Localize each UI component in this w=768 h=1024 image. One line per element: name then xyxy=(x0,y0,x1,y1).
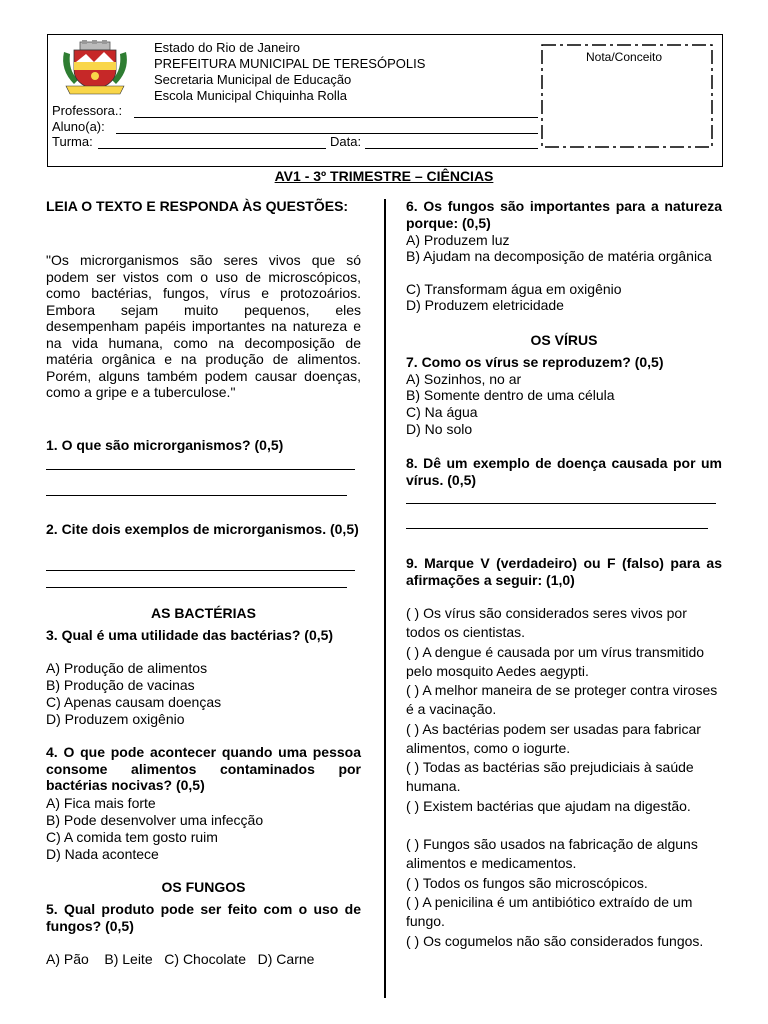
question-4: 4. O que pode acontecer quando uma pessoa consome alimentos contaminados por bactérias nocivas? (0,5) xyxy=(46,744,361,793)
question-9: 9. Marque V (verdadeiro) ou F (falso) para as afirmações a seguir: (1,0) xyxy=(406,555,722,588)
q6-option-b[interactable]: B) Ajudam na decomposição de matéria orgânica xyxy=(406,248,712,264)
question-2: 2. Cite dois exemplos de microrganismos. (0,5) xyxy=(46,521,359,537)
vf-item[interactable]: ( ) Fungos são usados na fabricação de alguns alimentos e medicamentos. xyxy=(406,836,698,871)
q7-option-a[interactable]: A) Sozinhos, no ar xyxy=(406,371,522,387)
vf-item[interactable]: ( ) Todos os fungos são microscópicos. xyxy=(406,875,648,891)
header-prefeitura: PREFEITURA MUNICIPAL DE TERESÓPOLIS xyxy=(154,56,426,71)
data-field[interactable] xyxy=(365,148,538,149)
header-state: Estado do Rio de Janeiro xyxy=(154,40,300,55)
answer-line-1b[interactable] xyxy=(46,495,347,496)
section-virus: OS VÍRUS xyxy=(530,332,598,348)
intro-heading: LEIA O TEXTO E RESPONDA ÀS QUESTÕES: xyxy=(46,198,349,214)
question-1: 1. O que são microrganismos? (0,5) xyxy=(46,437,284,453)
intro-text: "Os microrganismos são seres vivos que só podem ser vistos com o uso de microscópicos, como bactérias, fungos, vírus e protozoários. Embora sejam muito pequenos, eles desempenham papéis importantes na natureza e na vida humana, como na decomposição de matéria orgânica e na produção de alimentos. Porém, alguns também podem causar doenças, como a gripe e a tuberculose." xyxy=(46,252,361,400)
q6-option-c[interactable]: C) Transformam água em oxigênio xyxy=(406,281,622,297)
exam-title: AV1 - 3º TRIMESTRE – CIÊNCIAS xyxy=(274,168,494,184)
q3-option-a[interactable]: A) Produção de alimentos xyxy=(46,660,208,676)
q4-option-b[interactable]: B) Pode desenvolver uma infecção xyxy=(46,812,264,828)
answer-line-8b[interactable] xyxy=(406,528,708,529)
question-6: 6. Os fungos são importantes para a natureza porque: (0,5) xyxy=(406,198,722,231)
vf-item[interactable]: ( ) Todas as bactérias são prejudiciais à saúde humana. xyxy=(406,759,694,794)
q4-option-a[interactable]: A) Fica mais forte xyxy=(46,795,156,811)
q3-option-c[interactable]: C) Apenas causam doenças xyxy=(46,694,222,710)
vf-item[interactable]: ( ) As bactérias podem ser usadas para fabricar alimentos, como o iogurte. xyxy=(406,721,701,756)
vf-item[interactable]: ( ) A dengue é causada por um vírus transmitido pelo mosquito Aedes aegypti. xyxy=(406,644,705,679)
data-label: Data: xyxy=(330,134,362,149)
turma-label: Turma: xyxy=(52,134,93,149)
municipal-crest-icon xyxy=(60,40,130,96)
answer-line-2a[interactable] xyxy=(46,570,355,571)
q4-option-c[interactable]: C) A comida tem gosto ruim xyxy=(46,829,218,845)
q7-option-b[interactable]: B) Somente dentro de uma célula xyxy=(406,387,615,403)
q7-option-c[interactable]: C) Na água xyxy=(406,404,478,420)
nota-label: Nota/Conceito xyxy=(586,50,663,64)
section-bacterias: AS BACTÉRIAS xyxy=(150,605,256,621)
header-secretaria: Secretaria Municipal de Educação xyxy=(154,72,352,87)
q6-option-d[interactable]: D) Produzem eletricidade xyxy=(406,297,564,313)
question-5: 5. Qual produto pode ser feito com o uso de fungos? (0,5) xyxy=(46,901,361,934)
professora-label: Professora.: xyxy=(52,103,123,118)
aluno-label: Aluno(a): xyxy=(52,119,105,134)
answer-line-8a[interactable] xyxy=(406,503,716,504)
vf-item[interactable]: ( ) Os vírus são considerados seres vivos por todos os cientistas. xyxy=(406,605,687,640)
vf-item[interactable]: ( ) A penicilina é um antibiótico extraído de um fungo. xyxy=(406,894,693,929)
professora-field[interactable] xyxy=(134,117,538,118)
q3-option-d[interactable]: D) Produzem oxigênio xyxy=(46,711,185,727)
vf-item[interactable]: ( ) A melhor maneira de se proteger contra viroses é a vacinação. xyxy=(406,682,718,717)
q3-option-b[interactable]: B) Produção de vacinas xyxy=(46,677,195,693)
section-fungos: OS FUNGOS xyxy=(161,879,246,895)
aluno-field[interactable] xyxy=(116,133,538,134)
turma-field[interactable] xyxy=(98,148,326,149)
column-divider xyxy=(384,199,386,998)
vf-item[interactable]: ( ) Existem bactérias que ajudam na digestão. xyxy=(406,798,691,814)
q5-options[interactable]: A) Pão B) Leite C) Chocolate D) Carne xyxy=(46,951,315,967)
q7-option-d[interactable]: D) No solo xyxy=(406,421,473,437)
question-3: 3. Qual é uma utilidade das bactérias? (0,5) xyxy=(46,627,334,643)
question-8: 8. Dê um exemplo de doença causada por um vírus. (0,5) xyxy=(406,455,722,488)
header-school: Escola Municipal Chiquinha Rolla xyxy=(154,88,347,103)
q4-option-d[interactable]: D) Nada acontece xyxy=(46,846,159,862)
answer-line-2b[interactable] xyxy=(46,587,347,588)
answer-line-1a[interactable] xyxy=(46,469,355,470)
question-7: 7. Como os vírus se reproduzem? (0,5) xyxy=(406,354,664,370)
q6-option-a[interactable]: A) Produzem luz xyxy=(406,232,510,248)
vf-item[interactable]: ( ) Os cogumelos não são considerados fungos. xyxy=(406,933,704,949)
